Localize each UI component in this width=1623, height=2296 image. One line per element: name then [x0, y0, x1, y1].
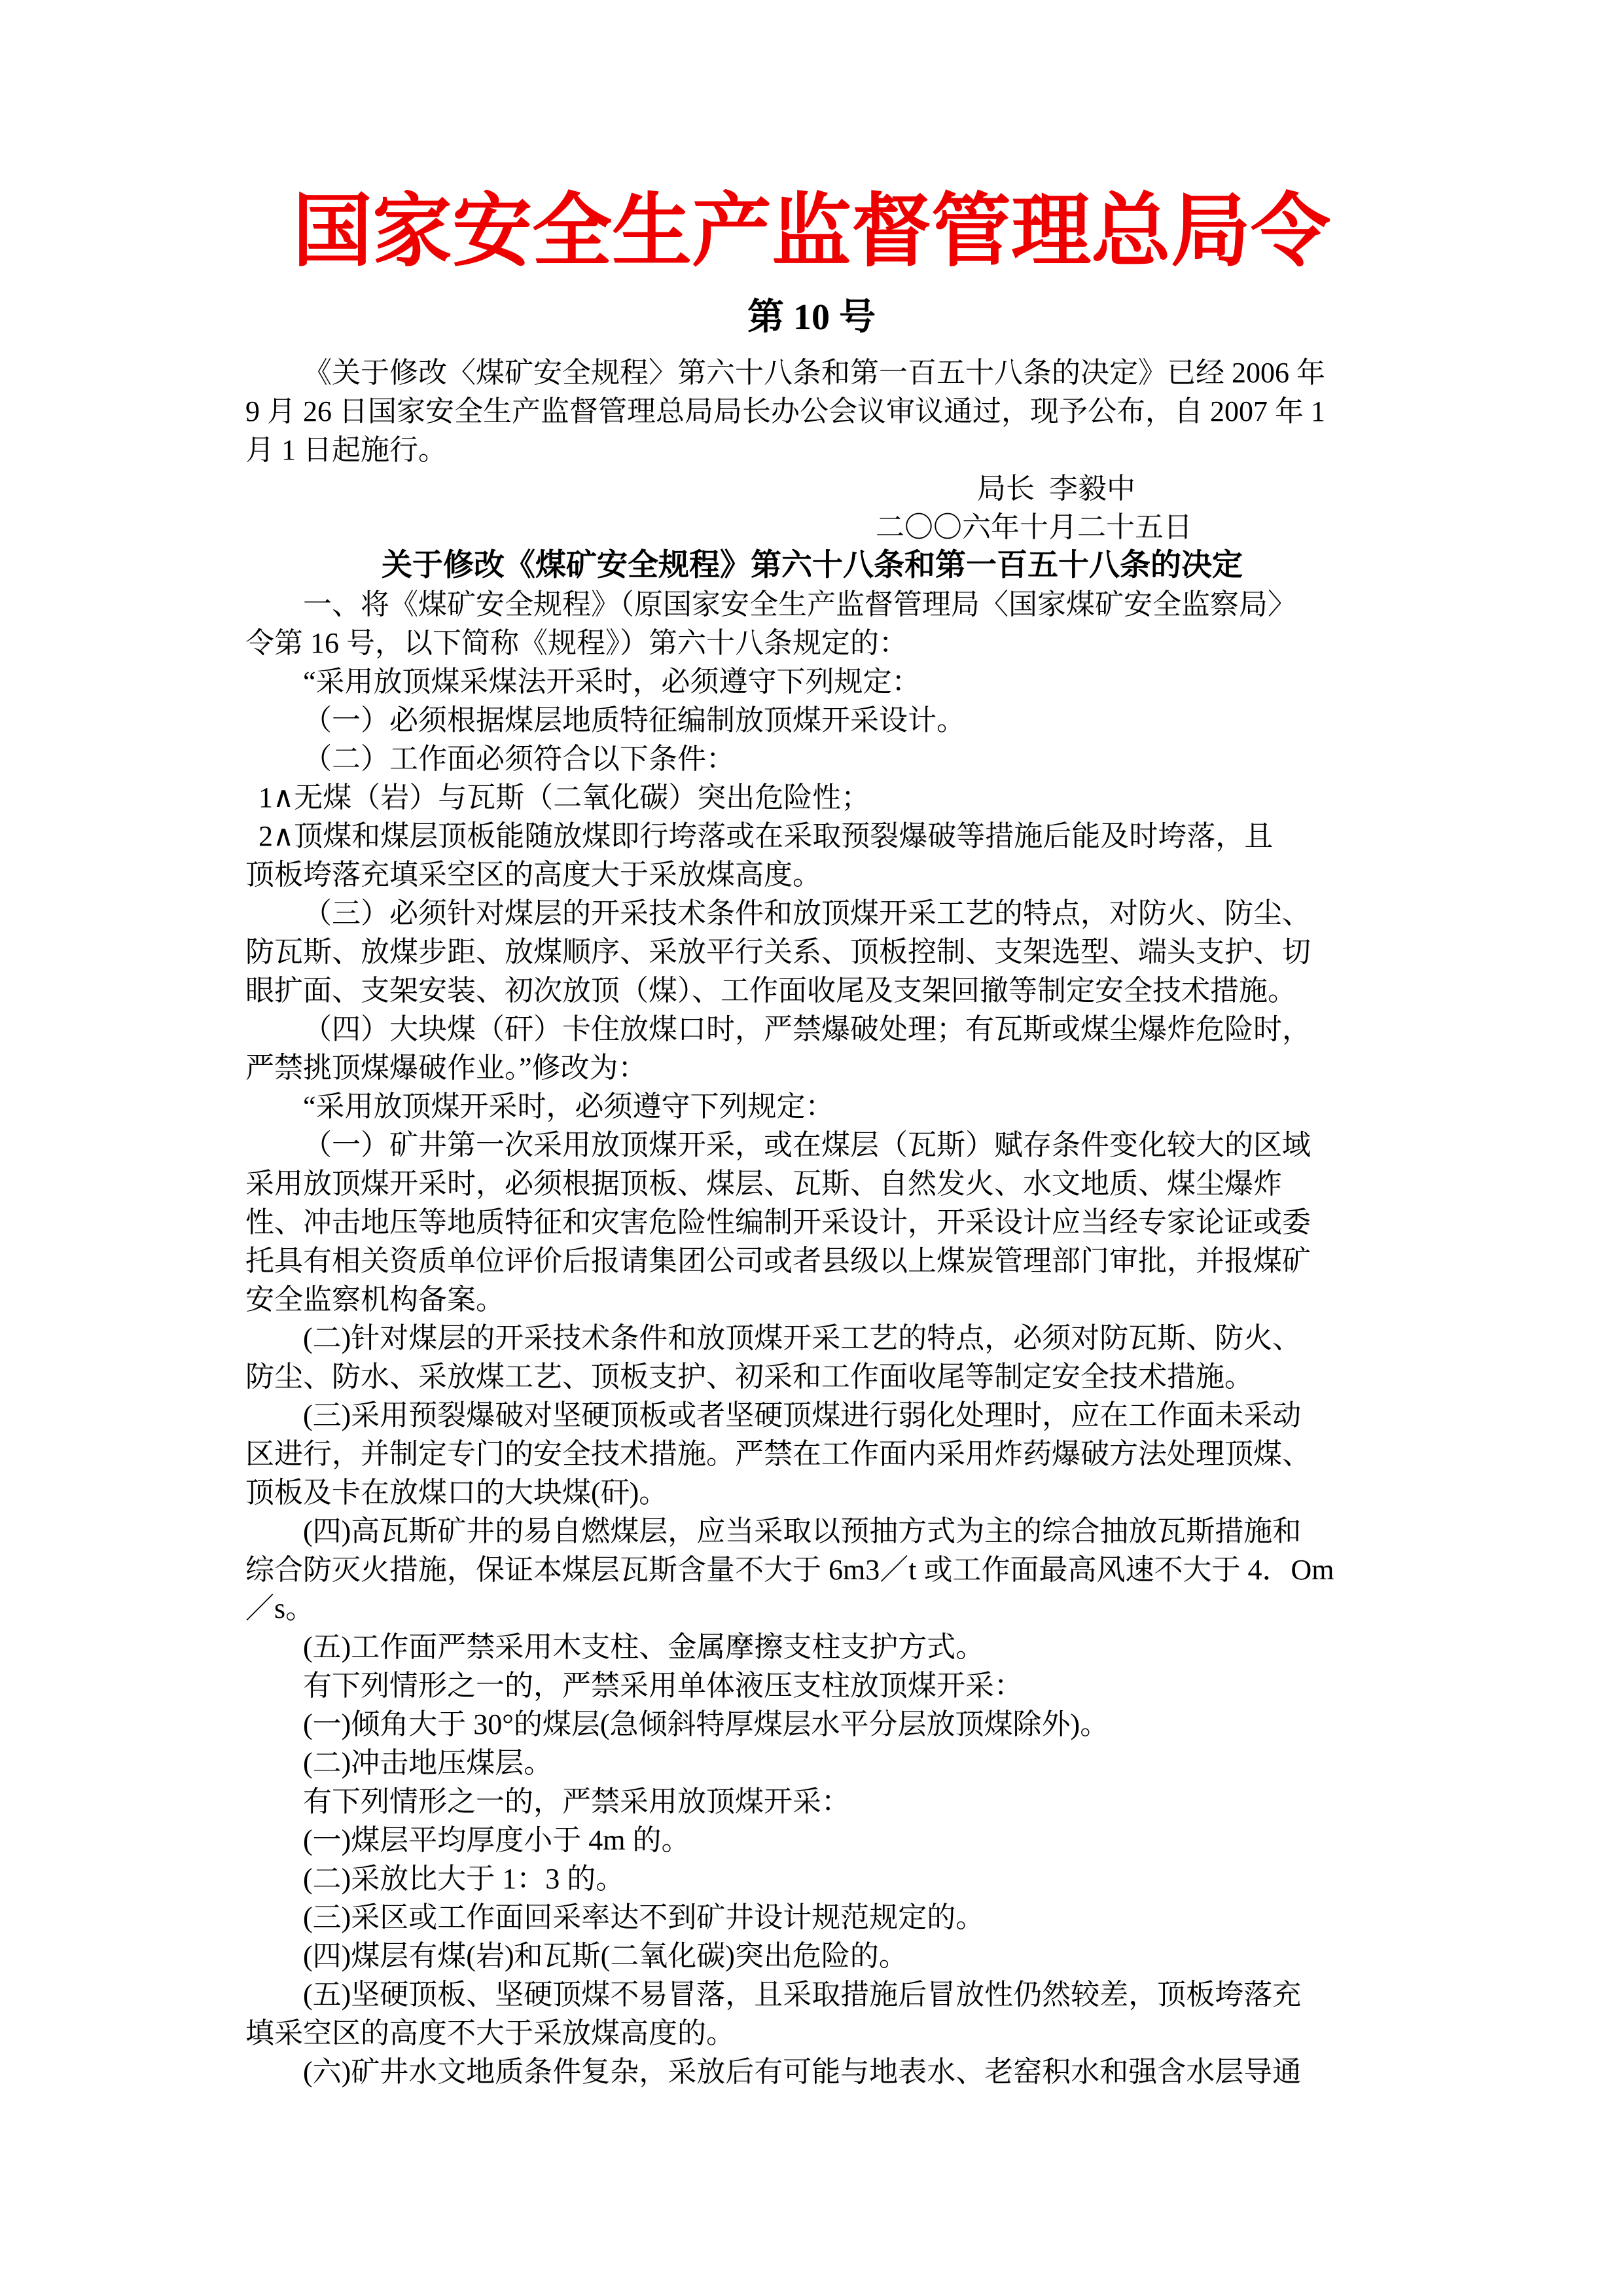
body-line: 1∧无煤（岩）与瓦斯（二氧化碳）突出危险性；: [259, 781, 870, 814]
body-line: (五)坚硬顶板、坚硬顶煤不易冒落，且采取措施后冒放性仍然较差，顶板垮落充: [303, 1979, 1302, 2011]
body-line: ／s。: [245, 1592, 315, 1624]
body-line: 托具有相关资质单位评价后报请集团公司或者县级以上煤炭管理部门审批，并报煤矿: [245, 1245, 1311, 1277]
body-line: （一）矿井第一次采用放顶煤开采，或在煤层（瓦斯）赋存条件变化较大的区域: [303, 1129, 1311, 1161]
body-line: (三)采区或工作面回采率达不到矿井设计规范规定的。: [303, 1901, 985, 1933]
body-line: (四)煤层有煤(岩)和瓦斯(二氧化碳)突出危险的。: [303, 1940, 908, 1972]
body-line: 综合防灭火措施，保证本煤层瓦斯含量不大于 6m3／t 或工作面最高风速不大于 4．Om: [245, 1554, 1334, 1586]
body-line: （一）必须根据煤层地质特征编制放顶煤开采设计。: [303, 704, 965, 736]
body-line: (四)高瓦斯矿井的易自燃煤层，应当采取以预抽方式为主的综合抽放瓦斯措施和: [303, 1515, 1302, 1547]
body-line: (一)倾角大于 30°的煤层(急倾斜特厚煤层水平分层放顶煤除外)。: [303, 1708, 1109, 1740]
body-line: (三)采用预裂爆破对坚硬顶板或者坚硬顶煤进行弱化处理时，应在工作面未采动: [303, 1399, 1302, 1431]
body-line: 采用放顶煤开采时，必须根据顶板、煤层、瓦斯、自然发火、水文地质、煤尘爆炸: [245, 1168, 1282, 1200]
body-line: 顶板及卡在放煤口的大块煤(矸)。: [245, 1477, 668, 1509]
body-line: (一)煤层平均厚度小于 4m 的。: [303, 1824, 690, 1856]
body-line: (二)针对煤层的开采技术条件和放顶煤开采工艺的特点，必须对防瓦斯、防火、: [303, 1322, 1302, 1354]
body-line: 防瓦斯、放煤步距、放煤顺序、采放平行关系、顶板控制、支架选型、端头支护、切: [245, 936, 1311, 968]
body-line: 关于修改《煤矿安全规程》第六十八条和第一百五十八条的决定: [382, 548, 1243, 583]
body-line: 有下列情形之一的，严禁采用放顶煤开采：: [303, 1785, 850, 1818]
body-line: (二)采放比大于 1：3 的。: [303, 1863, 625, 1895]
body-line: 防尘、防水、采放煤工艺、顶板支护、初采和工作面收尾等制定安全技术措施。: [245, 1361, 1253, 1393]
body-line: 9 月 26 日国家安全生产监督管理总局局长办公会议审议通过，现予公布，自 2007 年 1: [245, 395, 1325, 427]
body-line: 月 1 日起施行。: [245, 434, 447, 466]
issue-number: 第 10 号: [747, 297, 876, 338]
body-line: (六)矿井水文地质条件复杂，采放后有可能与地表水、老窑积水和强含水层导通: [303, 2056, 1302, 2088]
body-line: （三）必须针对煤层的开采技术条件和放顶煤开采工艺的特点，对防火、防尘、: [303, 897, 1311, 929]
body-line: (二)冲击地压煤层。: [303, 1747, 553, 1779]
body-line: (五)工作面严禁采用木支柱、金属摩擦支柱支护方式。: [303, 1631, 985, 1663]
body-line: 局长 李毅中: [977, 473, 1135, 505]
body-line: 性、冲击地压等地质特征和灾害危险性编制开采设计，开采设计应当经专家论证或委: [245, 1206, 1311, 1238]
body-line: 安全监察机构备案。: [245, 1283, 505, 1316]
body-line: 一、将《煤矿安全规程》（原国家安全生产监督管理局〈国家煤矿安全监察局〉: [303, 588, 1296, 620]
body-line: 令第 16 号，以下简称《规程》）第六十八条规定的：: [245, 627, 908, 659]
body-line: “采用放顶煤采煤法开采时，必须遵守下列规定：: [303, 666, 921, 698]
body-line: 2∧顶煤和煤层顶板能随放煤即行垮落或在采取预裂爆破等措施后能及时垮落，且: [259, 820, 1274, 852]
body-line: （二）工作面必须符合以下条件：: [303, 743, 735, 775]
body-line: 区进行，并制定专门的安全技术措施。严禁在工作面内采用炸药爆破方法处理顶煤、: [245, 1438, 1311, 1470]
body-line: “采用放顶煤开采时，必须遵守下列规定：: [303, 1090, 834, 1122]
body-line: 眼扩面、支架安装、初次放顶（煤）、工作面收尾及支架回撤等制定安全技术措施。: [245, 975, 1296, 1007]
body-line: 填采空区的高度不大于采放煤高度的。: [245, 2017, 735, 2049]
body-line: 《关于修改〈煤矿安全规程〉第六十八条和第一百五十八条的决定》已经 2006 年: [303, 357, 1325, 389]
document-title: 国家安全生产监督管理总局令: [293, 188, 1330, 276]
body-line: （四）大块煤（矸）卡住放煤口时，严禁爆破处理；有瓦斯或煤尘爆炸危险时，: [303, 1013, 1311, 1045]
body-line: 二〇〇六年十月二十五日: [876, 511, 1192, 543]
body-line: 顶板垮落充填采空区的高度大于采放煤高度。: [245, 859, 821, 891]
body-text: [245, 353, 1379, 2091]
body-line: 有下列情形之一的，严禁采用单体液压支柱放顶煤开采：: [303, 1670, 1023, 1702]
body-line: 严禁挑顶煤爆破作业。”修改为：: [245, 1052, 647, 1084]
